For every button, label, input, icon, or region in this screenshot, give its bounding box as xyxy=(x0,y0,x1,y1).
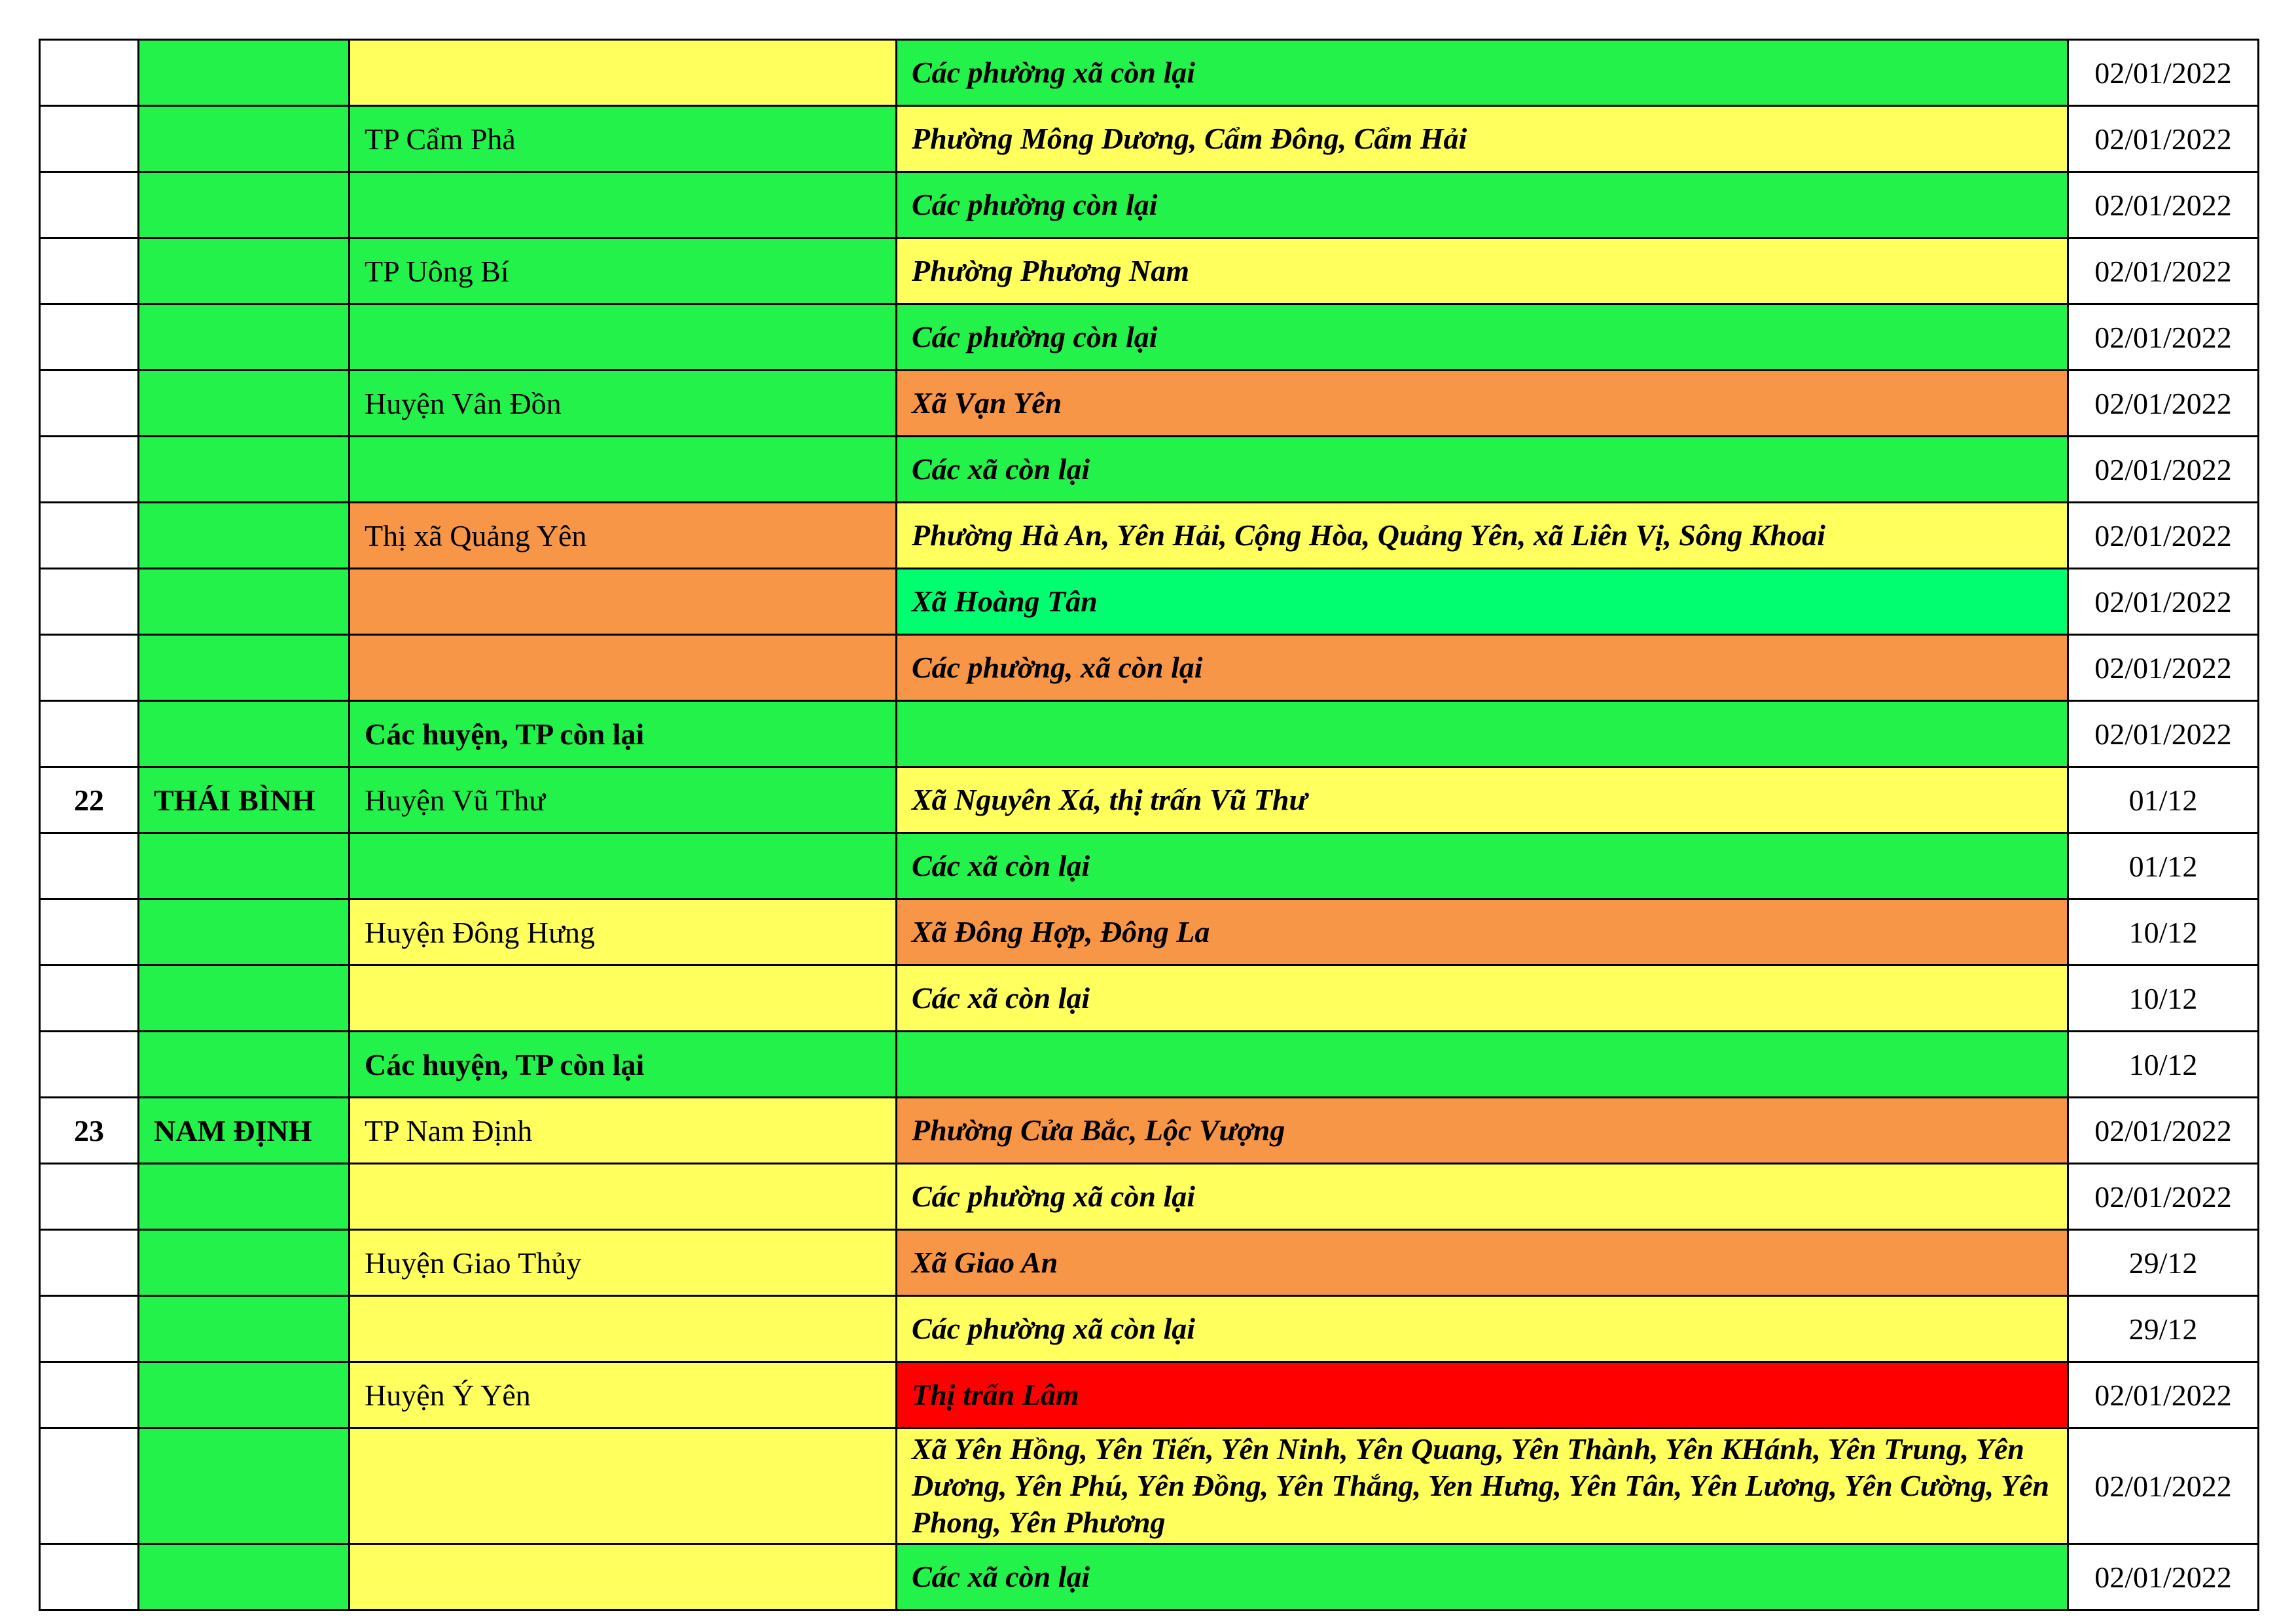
date-cell: 02/01/2022 xyxy=(2068,635,2259,701)
ward-cell: Xã Yên Hồng, Yên Tiến, Yên Ninh, Yên Quang, Yên Thành, Yên KHánh, Yên Trung, Yên Dương, Yên Phú, Yên Đồng, Yên Thắng, Yen Hưng, Yên Tân, Yên Lương, Yên Cường, Yên Phong, Yên Phương xyxy=(897,1428,2068,1544)
ward-cell: Xã Giao An xyxy=(897,1230,2068,1296)
stt-cell xyxy=(40,370,139,437)
table-row xyxy=(40,1230,2259,1296)
district-cell xyxy=(350,1544,897,1610)
table-row xyxy=(40,172,2259,238)
date-cell: 02/01/2022 xyxy=(2068,370,2259,437)
date-cell: 02/01/2022 xyxy=(2068,701,2259,767)
zone-table xyxy=(39,39,2259,1611)
stt-cell xyxy=(40,569,139,635)
stt-cell xyxy=(40,1296,139,1362)
date-cell: 02/01/2022 xyxy=(2068,503,2259,569)
stt-cell: 22 xyxy=(40,767,139,833)
table-row xyxy=(40,569,2259,635)
province-cell xyxy=(139,503,350,569)
district-cell xyxy=(350,172,897,238)
stt-cell xyxy=(40,635,139,701)
province-cell xyxy=(139,1428,350,1544)
date-cell: 10/12 xyxy=(2068,965,2259,1032)
district-cell: Huyện Ý Yên xyxy=(350,1362,897,1428)
zone-table-body xyxy=(40,40,2259,1610)
date-cell: 29/12 xyxy=(2068,1230,2259,1296)
ward-cell: Phường Mông Dương, Cẩm Đông, Cẩm Hải xyxy=(897,106,2068,172)
province-cell xyxy=(139,1164,350,1230)
ward-cell: Các phường còn lại xyxy=(897,304,2068,370)
stt-cell: 23 xyxy=(40,1098,139,1164)
district-cell: Các huyện, TP còn lại xyxy=(350,701,897,767)
district-cell xyxy=(350,437,897,503)
table-row xyxy=(40,238,2259,304)
district-cell: TP Cẩm Phả xyxy=(350,106,897,172)
stt-cell xyxy=(40,1230,139,1296)
district-cell xyxy=(350,1296,897,1362)
stt-cell xyxy=(40,238,139,304)
district-cell xyxy=(350,1164,897,1230)
stt-cell xyxy=(40,503,139,569)
district-cell: Huyện Giao Thủy xyxy=(350,1230,897,1296)
ward-cell: Các phường xã còn lại xyxy=(897,40,2068,106)
table-row xyxy=(40,1296,2259,1362)
date-cell: 10/12 xyxy=(2068,1032,2259,1098)
ward-cell: Phường Hà An, Yên Hải, Cộng Hòa, Quảng Yên, xã Liên Vị, Sông Khoai xyxy=(897,503,2068,569)
ward-cell: Thị trấn Lâm xyxy=(897,1362,2068,1428)
district-cell: Huyện Đông Hưng xyxy=(350,899,897,965)
table-row xyxy=(40,1428,2259,1544)
district-cell: Các huyện, TP còn lại xyxy=(350,1032,897,1098)
ward-cell xyxy=(897,701,2068,767)
province-cell xyxy=(139,40,350,106)
ward-cell: Các xã còn lại xyxy=(897,1544,2068,1610)
table-row xyxy=(40,965,2259,1032)
stt-cell xyxy=(40,1362,139,1428)
district-cell: Huyện Vân Đồn xyxy=(350,370,897,437)
province-cell xyxy=(139,238,350,304)
table-row xyxy=(40,1544,2259,1610)
table-row xyxy=(40,40,2259,106)
ward-cell: Xã Nguyên Xá, thị trấn Vũ Thư xyxy=(897,767,2068,833)
stt-cell xyxy=(40,833,139,899)
province-cell xyxy=(139,1032,350,1098)
ward-cell: Phường Phương Nam xyxy=(897,238,2068,304)
district-cell: Huyện Vũ Thư xyxy=(350,767,897,833)
date-cell: 02/01/2022 xyxy=(2068,569,2259,635)
province-cell xyxy=(139,1362,350,1428)
stt-cell xyxy=(40,965,139,1032)
date-cell: 02/01/2022 xyxy=(2068,1544,2259,1610)
date-cell: 02/01/2022 xyxy=(2068,1428,2259,1544)
ward-cell: Các xã còn lại xyxy=(897,965,2068,1032)
ward-cell: Các phường xã còn lại xyxy=(897,1296,2068,1362)
table-row xyxy=(40,370,2259,437)
date-cell: 10/12 xyxy=(2068,899,2259,965)
district-cell xyxy=(350,965,897,1032)
ward-cell: Xã Vạn Yên xyxy=(897,370,2068,437)
stt-cell xyxy=(40,304,139,370)
district-cell xyxy=(350,1428,897,1544)
date-cell: 02/01/2022 xyxy=(2068,1164,2259,1230)
district-cell xyxy=(350,833,897,899)
district-cell: TP Uông Bí xyxy=(350,238,897,304)
province-cell xyxy=(139,172,350,238)
table-row xyxy=(40,701,2259,767)
district-cell xyxy=(350,635,897,701)
date-cell: 01/12 xyxy=(2068,833,2259,899)
province-cell xyxy=(139,1296,350,1362)
table-row xyxy=(40,1032,2259,1098)
province-cell xyxy=(139,899,350,965)
table-row xyxy=(40,635,2259,701)
district-cell xyxy=(350,304,897,370)
stt-cell xyxy=(40,437,139,503)
date-cell: 02/01/2022 xyxy=(2068,304,2259,370)
date-cell: 02/01/2022 xyxy=(2068,1362,2259,1428)
table-row xyxy=(40,899,2259,965)
ward-cell: Các xã còn lại xyxy=(897,833,2068,899)
date-cell: 29/12 xyxy=(2068,1296,2259,1362)
stt-cell xyxy=(40,40,139,106)
date-cell: 02/01/2022 xyxy=(2068,437,2259,503)
ward-cell: Xã Hoàng Tân xyxy=(897,569,2068,635)
province-cell xyxy=(139,569,350,635)
stt-cell xyxy=(40,701,139,767)
ward-cell: Xã Đông Hợp, Đông La xyxy=(897,899,2068,965)
table-row xyxy=(40,833,2259,899)
table-row xyxy=(40,106,2259,172)
district-cell xyxy=(350,40,897,106)
ward-cell: Các phường, xã còn lại xyxy=(897,635,2068,701)
ward-cell: Phường Cửa Bắc, Lộc Vượng xyxy=(897,1098,2068,1164)
stt-cell xyxy=(40,1544,139,1610)
province-cell: THÁI BÌNH xyxy=(139,767,350,833)
province-cell xyxy=(139,965,350,1032)
table-row xyxy=(40,1362,2259,1428)
stt-cell xyxy=(40,1164,139,1230)
province-cell xyxy=(139,635,350,701)
stt-cell xyxy=(40,1032,139,1098)
province-cell xyxy=(139,1544,350,1610)
table-row xyxy=(40,767,2259,833)
ward-cell xyxy=(897,1032,2068,1098)
province-cell xyxy=(139,304,350,370)
date-cell: 02/01/2022 xyxy=(2068,40,2259,106)
district-cell xyxy=(350,569,897,635)
ward-cell: Các phường xã còn lại xyxy=(897,1164,2068,1230)
table-row xyxy=(40,503,2259,569)
table-row xyxy=(40,437,2259,503)
ward-cell: Các phường còn lại xyxy=(897,172,2068,238)
province-cell xyxy=(139,106,350,172)
province-cell xyxy=(139,370,350,437)
stt-cell xyxy=(40,172,139,238)
table-row xyxy=(40,1098,2259,1164)
province-cell xyxy=(139,701,350,767)
province-cell xyxy=(139,437,350,503)
date-cell: 01/12 xyxy=(2068,767,2259,833)
district-cell: Thị xã Quảng Yên xyxy=(350,503,897,569)
ward-cell: Các xã còn lại xyxy=(897,437,2068,503)
date-cell: 02/01/2022 xyxy=(2068,238,2259,304)
district-cell: TP Nam Định xyxy=(350,1098,897,1164)
date-cell: 02/01/2022 xyxy=(2068,106,2259,172)
date-cell: 02/01/2022 xyxy=(2068,172,2259,238)
stt-cell xyxy=(40,1428,139,1544)
province-cell xyxy=(139,833,350,899)
province-cell xyxy=(139,1230,350,1296)
table-row xyxy=(40,304,2259,370)
province-cell: NAM ĐỊNH xyxy=(139,1098,350,1164)
stt-cell xyxy=(40,106,139,172)
date-cell: 02/01/2022 xyxy=(2068,1098,2259,1164)
table-row xyxy=(40,1164,2259,1230)
stt-cell xyxy=(40,899,139,965)
